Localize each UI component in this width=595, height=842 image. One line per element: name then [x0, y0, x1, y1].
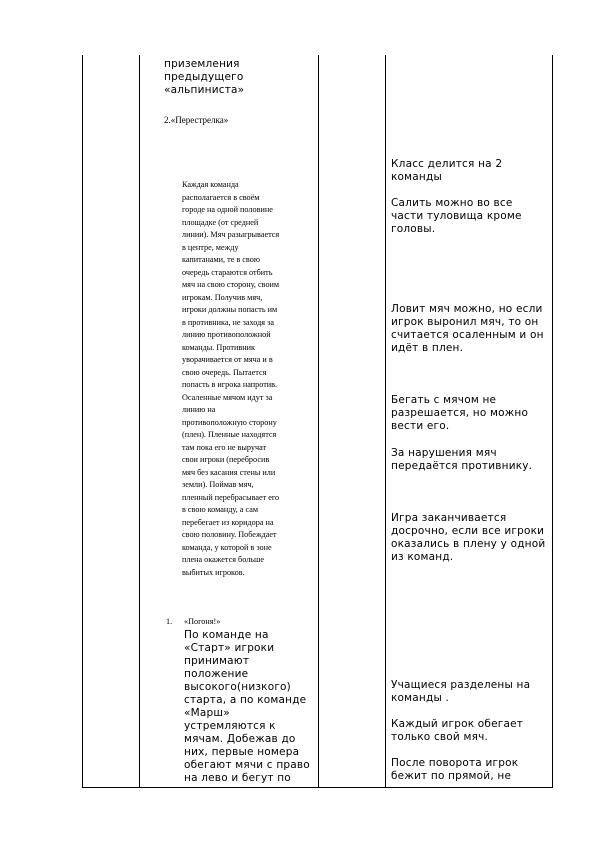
note-catching: Ловит мяч можно, но если игрок выронил мяч, то он считается осаленным и он идёт в плен. — [391, 303, 544, 354]
table-border-bottom — [82, 787, 552, 788]
column-divider-2 — [318, 55, 319, 788]
note-divided: Учащиеся разделены на команды . — [391, 679, 531, 704]
note-running: Бегать с мячом не разрешается, но можно вести его. — [391, 394, 529, 432]
table-border-left — [82, 55, 83, 788]
note-tagging: Салить можно во все части туловища кроме головы. — [391, 197, 522, 235]
note-game-end: Игра заканчивается досрочно, если все игроки оказались в плену у одной из команд. — [391, 512, 546, 563]
note-violations: За нарушения мяч передаётся противнику. — [391, 447, 533, 472]
game3-description: По команде на «Старт» игроки принимают положение высокого(низкого) старта, а по команде «Марш» устремляются к мячам. Добежав до них, первые номера обегают мячи с право на лево и бегут по — [184, 629, 310, 784]
note-teams: Класс делится на 2 команды — [391, 158, 503, 183]
game2-description: Каждая команда располагается в своём городе на одной половине площадке (от средней линии). Мяч разыгрывается в центре, между капитанами, те в свою очередь стараются отбить мяч на свою сторону, своим игрокам. Получив мяч, игроки должны попасть им в противника, не заходя за линию противоположной команды. Противник уворачивается от мяча и в свою очередь. Пытается попасть в игрока напротив. Осаленные мячом идут за линию на противоположную сторону (плен). Пленные находятся там пока его не выручат свои игроки (перебросив мяч без касания стены или земли). Поймав мяч, пленный перебрасывает его в свою команду, а сам перебегает из коридора на свою половину. Побеждает команда, у которой в зоне плена окажется больше выбитых игроков. — [182, 180, 280, 577]
table-border-right — [552, 55, 553, 788]
game1-continuation-text: приземления предыдущего «альпиниста» — [164, 58, 245, 96]
game3-title: «Погоня!» — [184, 617, 221, 626]
column-divider-1 — [139, 55, 140, 788]
note-after-turn: После поворота игрок бежит по прямой, не — [391, 757, 519, 782]
note-own-ball: Каждый игрок обегает только свой мяч. — [391, 718, 524, 743]
game3-number: 1. — [166, 617, 173, 626]
game2-title: 2.«Перестрелка» — [164, 115, 229, 125]
column-divider-3 — [385, 55, 386, 788]
